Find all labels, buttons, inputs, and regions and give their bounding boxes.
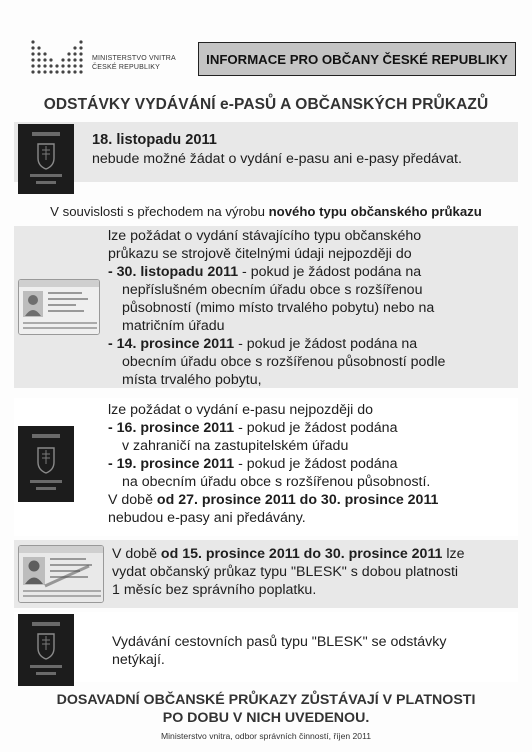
page-title: ODSTÁVKY VYDÁVÁNÍ e-PASŮ A OBČANSKÝCH PRŮKAZŮ [43, 96, 489, 113]
ministry-name [92, 54, 176, 72]
header [0, 0, 532, 90]
s3-line-1: lze požádat o vydání e-pasu nejpozději do [108, 402, 374, 418]
s2-date-1: - 30. listopadu 2011 [108, 264, 239, 280]
s2-line-8: obecním úřadu obce s rozšířenou působností podle [122, 354, 446, 370]
s4-pre: V době [112, 546, 161, 562]
s3-line-6-pre: V době [108, 492, 157, 508]
s2-line-3 [108, 264, 421, 282]
ministry-line-1: MINISTERSTVO VNITRA [92, 55, 176, 62]
passport-icon [18, 426, 74, 502]
s5-line-1: Vydávání cestovních pasů typu "BLESK" se odstávky [112, 634, 447, 650]
passport-icon [18, 614, 74, 686]
s2-line-4: nepříslušném obecním úřadu obce s rozšířenou [122, 282, 423, 298]
s2-line-2: průkazu se strojově čitelnými údaji nejpozději do [108, 246, 412, 262]
context-text: V souvislosti s přechodem na výrobu [50, 204, 269, 219]
footer-credit: Ministerstvo vnitra, odbor správních činností, říjen 2011 [160, 731, 371, 741]
s2-line-7 [108, 336, 417, 354]
s3-date-1: - 16. prosince 2011 [108, 420, 235, 436]
s3-line-4 [108, 456, 397, 474]
s3-line-7: nebudou e-pasy ani předávány. [108, 510, 306, 526]
passport-icon [18, 124, 74, 194]
s3-date-2: - 19. prosince 2011 [108, 456, 235, 472]
context-line [0, 204, 532, 219]
s3-date-1-rest: - pokud je žádost podána [234, 420, 398, 436]
s4-bold: od 15. prosince 2011 do 30. prosince 2011 [160, 546, 443, 562]
context-bold: nového typu občanského průkazu [268, 204, 482, 219]
s2-line-9: místa trvalého pobytu, [122, 372, 262, 388]
ministry-line-2: ČESKÉ REPUBLIKY [92, 64, 160, 71]
final-statement-line-2: PO DOBU V NICH UVEDENOU. [162, 710, 370, 726]
s3-date-2-rest: - pokud je žádost podána [234, 456, 398, 472]
s2-line-5: působností (mimo místo trvalého pobytu) nebo na [122, 300, 435, 316]
s4-post: lze [442, 546, 465, 562]
s2-line-6: matričním úřadu [122, 318, 225, 334]
s2-date-2-rest: - pokud je žádost podána na [234, 336, 418, 352]
s4-line-3: 1 měsíc bez správního poplatku. [112, 582, 317, 598]
s4-line-1 [112, 546, 465, 564]
section-1-date: 18. listopadu 2011 [92, 132, 217, 148]
s4-line-2: vydat občanský průkaz typu "BLESK" s dobou platnosti [112, 564, 459, 580]
id-card-icon [18, 545, 104, 603]
ministry-logo-icon [30, 38, 86, 76]
s3-line-6-bold: od 27. prosince 2011 do 30. prosince 2011 [156, 492, 439, 508]
id-card-icon [18, 279, 100, 335]
s3-line-2 [108, 420, 397, 438]
s3-line-3: v zahraničí na zastupitelském úřadu [122, 438, 349, 454]
s2-date-2: - 14. prosince 2011 [108, 336, 235, 352]
s5-line-2: netýkají. [112, 652, 165, 668]
info-banner: INFORMACE PRO OBČANY ČESKÉ REPUBLIKY [198, 42, 516, 76]
s3-line-6 [108, 492, 438, 510]
final-statement-line-1: DOSAVADNÍ OBČANSKÉ PRŮKAZY ZŮSTÁVAJÍ V PLATNOSTI [56, 692, 476, 708]
s2-line-1: lze požádat o vydání stávajícího typu občanského [108, 228, 422, 244]
s3-line-5: na obecním úřadu obce s rozšířenou působností. [122, 474, 431, 490]
section-1-text: nebude možné žádat o vydání e-pasu ani e-pasy předávat. [92, 151, 462, 167]
s2-date-1-rest: - pokud je žádost podána na [238, 264, 422, 280]
